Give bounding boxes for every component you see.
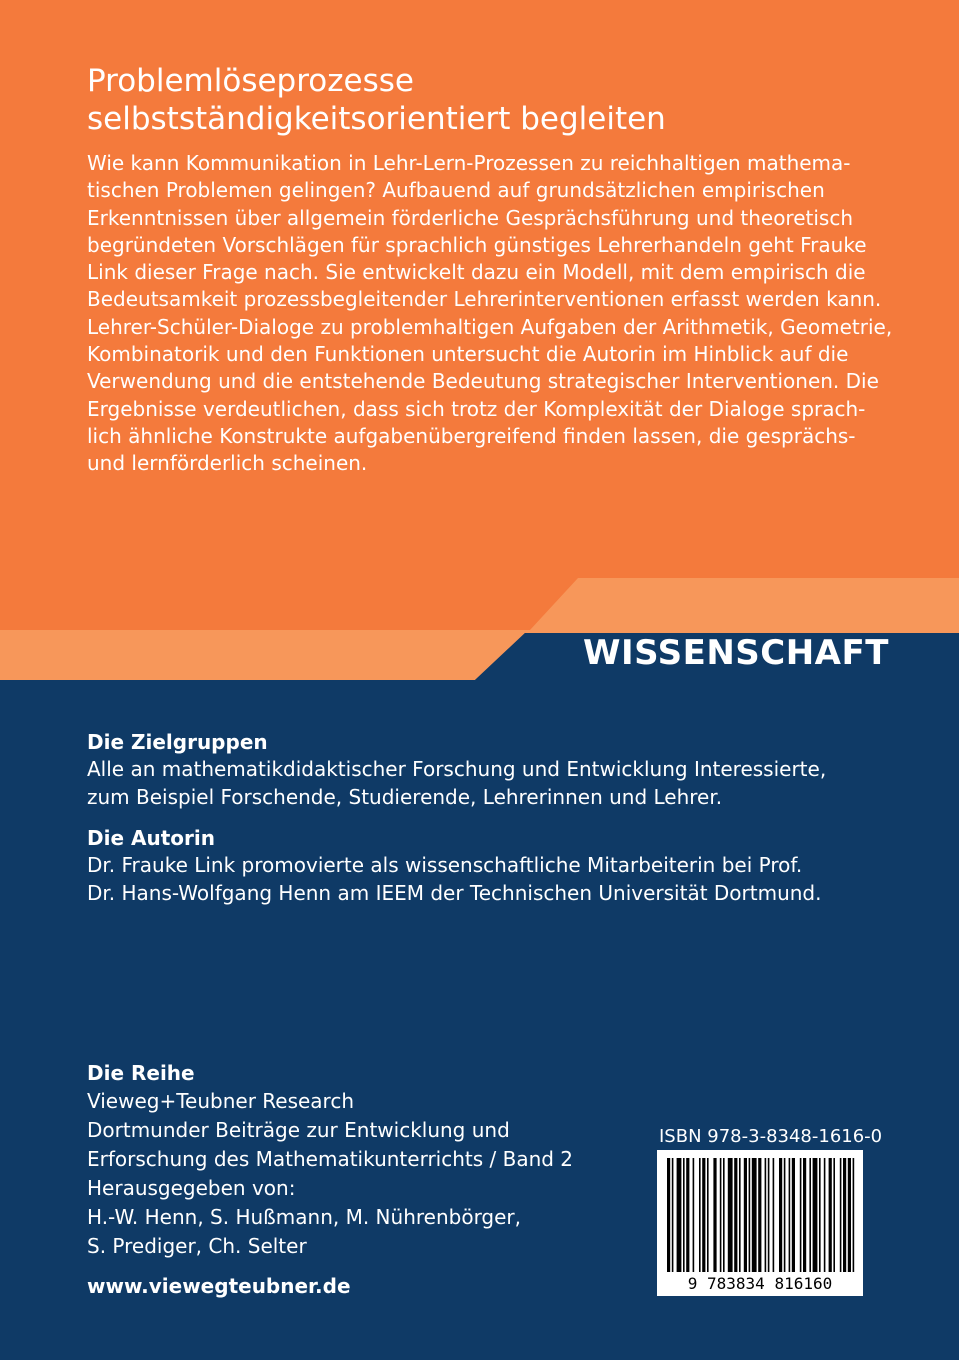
- barcode-bar: [809, 1158, 811, 1272]
- section-line: Dortmunder Beiträge zur Entwicklung und: [87, 1118, 510, 1142]
- barcode-bar: [752, 1158, 757, 1272]
- abstract-line: Erkenntnissen über allgemein förderliche Gesprächsführung und theoretisch: [87, 205, 854, 230]
- section-line: Vieweg+Teubner Research: [87, 1089, 355, 1113]
- section-line: S. Prediger, Ch. Selter: [87, 1234, 307, 1258]
- barcode-bar: [853, 1158, 855, 1272]
- barcode-bar: [779, 1158, 782, 1272]
- section-line: H.-W. Henn, S. Hußmann, M. Nührenbörger,: [87, 1205, 522, 1229]
- section-heading: Die Reihe: [87, 1061, 195, 1085]
- barcode-digits: 9 783834 816160: [687, 1274, 833, 1293]
- barcode-bar: [702, 1158, 705, 1272]
- barcode-bar: [824, 1158, 826, 1272]
- barcode-bar: [713, 1158, 716, 1272]
- barcode-bar: [749, 1158, 751, 1272]
- abstract-line: Bedeutsamkeit prozessbegleitender Lehrerinterventionen erfasst werden kann.: [87, 287, 882, 312]
- barcode-bar: [800, 1158, 802, 1272]
- abstract-line: Kombinatorik und den Funktionen untersucht die Autorin im Hinblick auf die: [87, 342, 849, 367]
- series-section: [87, 1060, 573, 1261]
- barcode-bar: [758, 1158, 761, 1272]
- barcode-bar: [768, 1158, 770, 1272]
- section-line: zum Beispiel Forschende, Studierende, Lehrerinnen und Lehrer.: [87, 784, 723, 809]
- title-line-1: Problemlöseprozesse: [87, 63, 414, 99]
- barcode-bar: [744, 1158, 747, 1272]
- section-heading: Die Autorin: [87, 826, 215, 850]
- abstract-line: tischen Problemen gelingen? Aufbauend auf grundsätzlichen empirischen: [87, 178, 825, 203]
- title-line-2: selbstständigkeitsorientiert begleiten: [87, 101, 666, 137]
- barcode-bar: [734, 1158, 737, 1272]
- barcode-bar: [693, 1158, 695, 1272]
- section-line: Dr. Frauke Link promovierte als wissenschaftliche Mitarbeiterin bei Prof.: [87, 853, 803, 877]
- series-label: WISSENSCHAFT: [583, 633, 889, 673]
- barcode-bar: [720, 1158, 722, 1272]
- barcode-bar: [699, 1158, 701, 1272]
- author-section: [87, 825, 821, 907]
- barcode-bar: [739, 1158, 741, 1272]
- barcode-bar: [765, 1158, 767, 1272]
- section-line: Alle an mathematikdidaktischer Forschung und Entwicklung Interessierte,: [87, 757, 827, 781]
- section-line: Herausgegeben von:: [87, 1176, 296, 1200]
- barcode-bar: [819, 1158, 821, 1272]
- barcode-bar: [848, 1158, 851, 1272]
- barcode: [657, 1150, 863, 1296]
- barcode-bar: [707, 1158, 709, 1272]
- abstract-line: und lernförderlich scheinen.: [87, 451, 368, 476]
- section-heading: Die Zielgruppen: [87, 730, 268, 754]
- barcode-bar: [677, 1158, 682, 1272]
- barcode-bar: [833, 1158, 835, 1272]
- barcode-bar: [728, 1158, 733, 1272]
- barcode-bar: [840, 1158, 842, 1272]
- barcode-bar: [789, 1158, 791, 1272]
- isbn-number: ISBN 978-3-8348-1616-0: [659, 1126, 883, 1147]
- publisher-website[interactable]: www.viewegteubner.de: [87, 1274, 351, 1298]
- abstract-line: Verwendung und die entstehende Bedeutung strategischer Interventionen. Die: [87, 369, 879, 394]
- barcode-bar: [672, 1158, 674, 1272]
- barcode-bar: [813, 1158, 818, 1272]
- abstract-line: Lehrer-Schüler-Dialoge zu problemhaltigen Aufgaben der Arithmetik, Geometrie,: [87, 314, 893, 339]
- barcode-bar: [843, 1158, 846, 1272]
- abstract-line: Wie kann Kommunikation in Lehr-Lern-Prozessen zu reichhaltigen mathema-: [87, 151, 851, 175]
- section-line: Dr. Hans-Wolfgang Henn am IEEM der Technischen Universität Dortmund.: [87, 880, 822, 905]
- barcode-bar: [792, 1158, 795, 1272]
- barcode-bar: [667, 1158, 670, 1272]
- abstract-line: lich ähnliche Konstrukte aufgabenübergreifend finden lassen, die gesprächs-: [87, 423, 856, 448]
- barcode-bar: [829, 1158, 832, 1272]
- barcode-bar: [784, 1158, 786, 1272]
- barcode-bar: [723, 1158, 725, 1272]
- section-line: Erforschung des Mathematikunterrichts / Band 2: [87, 1147, 574, 1171]
- abstract-line: Link dieser Frage nach. Sie entwickelt dazu ein Modell, mit dem empirisch die: [87, 260, 866, 285]
- abstract-line: Ergebnisse verdeutlichen, dass sich trotz der Komplexität der Dialoge sprach-: [87, 396, 866, 421]
- barcode-bar: [803, 1158, 806, 1272]
- target-groups-section: [87, 729, 826, 811]
- abstract-text: [87, 150, 893, 478]
- barcode-bar: [683, 1158, 685, 1272]
- abstract-line: begründeten Vorschlägen für sprachlich günstiges Lehrerhandeln geht Frauke: [87, 232, 867, 257]
- book-title: [87, 62, 887, 138]
- barcode-bar: [686, 1158, 689, 1272]
- barcode-bar: [773, 1158, 775, 1272]
